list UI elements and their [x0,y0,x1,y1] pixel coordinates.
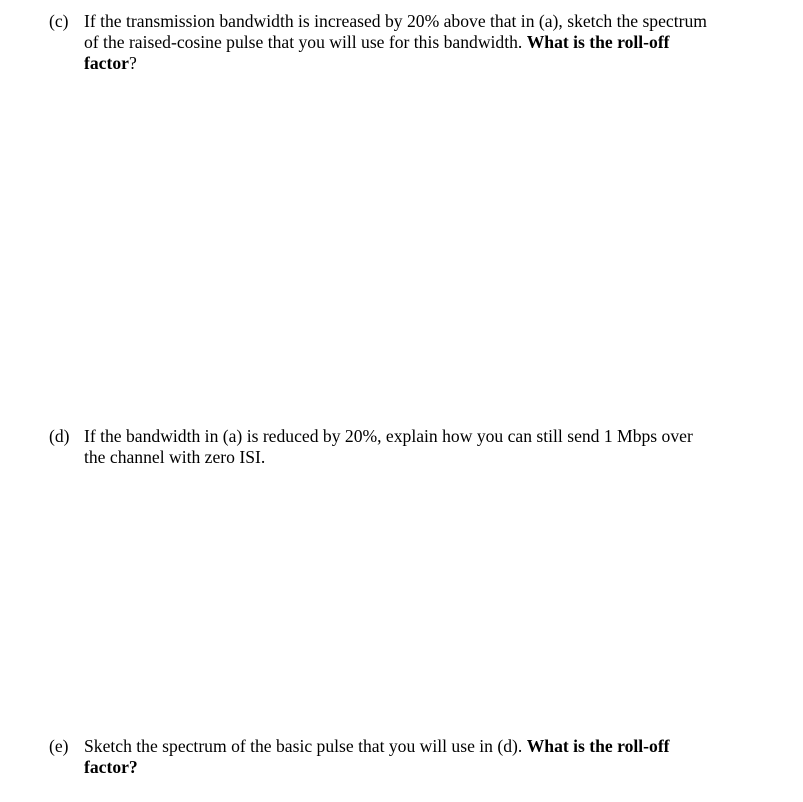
question-e-line-1-text: Sketch the spectrum of the basic pulse that you will use in (d). [84,736,527,756]
question-c-line-2-text: of the raised-cosine pulse that you will use for this bandwidth. [84,32,527,52]
question-d-label: (d) [49,426,70,446]
question-c-line-1-text: If the transmission bandwidth is increased by 20% above that in (a), sketch the spectrum [84,11,707,31]
question-c-line-2 [84,32,670,53]
question-c-line-3-text: ? [128,53,137,73]
question-d-line-1 [84,426,693,447]
question-e-line-2 [84,757,138,778]
question-e-line-1-bold: What is the roll-off [526,736,670,756]
question-c-line-3-bold: factor [84,53,129,73]
question-c-line-3 [84,53,137,74]
question-d-line-1-text: If the bandwidth in (a) is reduced by 20%, explain how you can still send 1 Mbps over [84,426,693,446]
question-e-label: (e) [49,736,69,756]
question-d-line-2-text: the channel with zero ISI. [84,447,266,467]
question-c-line-1 [84,11,707,32]
question-c-line-2-bold: What is the roll-off [526,32,670,52]
question-e-line-1 [84,736,670,757]
question-d-line-2 [84,447,265,468]
question-e-line-2-bold: factor? [84,757,138,777]
question-c-label: (c) [49,11,69,31]
